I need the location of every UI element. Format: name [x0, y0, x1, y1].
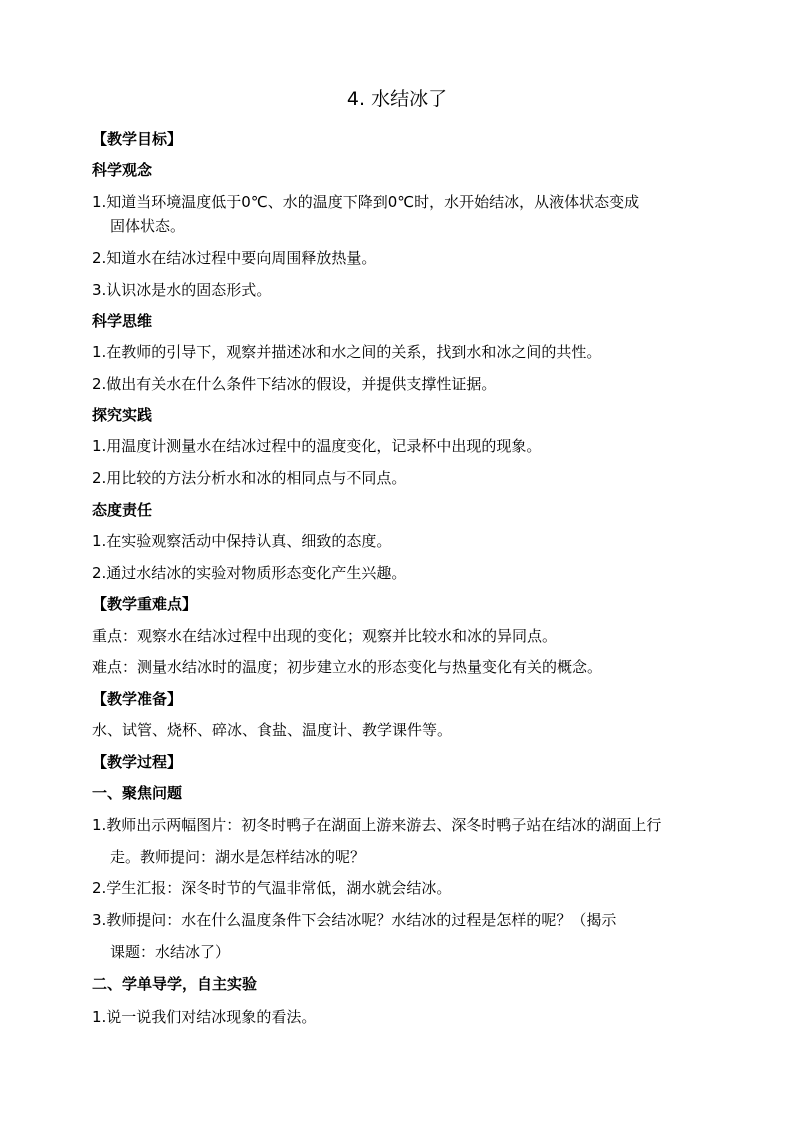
attitude-item-2: 2.通过水结冰的实验对物质形态变化产生兴趣。	[92, 564, 407, 582]
science-concept-heading: 科学观念	[92, 161, 153, 179]
goals-heading: 【教学目标】	[92, 130, 183, 148]
process-heading: 【教学过程】	[92, 753, 183, 771]
attitude-item-1: 1.在实验观察活动中保持认真、细致的态度。	[92, 532, 392, 550]
section-2-heading: 二、学单导学，自主实验	[92, 975, 258, 993]
prep-text: 水、试管、烧杯、碎冰、食盐、温度计、教学课件等。	[92, 721, 453, 739]
section-2-item-1: 1.说一说我们对结冰现象的看法。	[92, 1008, 317, 1026]
science-concept-item-2: 2.知道水在结冰过程中要向周围释放热量。	[92, 249, 377, 267]
inquiry-item-1: 1.用温度计测量水在结冰过程中的温度变化，记录杯中出现的现象。	[92, 437, 542, 455]
science-thinking-item-2: 2.做出有关水在什么条件下结冰的假设，并提供支撑性证据。	[92, 375, 497, 393]
section-1-item-1: 1.教师出示两幅图片：初冬时鸭子在湖面上游来游去、深冬时鸭子站在结冰的湖面上行	[92, 816, 662, 834]
science-concept-item-1: 1.知道当环境温度低于0℃、水的温度下降到0℃时，水开始结冰，从液体状态变成	[92, 193, 640, 211]
section-1-item-3: 3.教师提问：水在什么温度条件下会结冰呢？水结冰的过程是怎样的呢？（揭示	[92, 911, 617, 929]
key-point-text: 重点：观察水在结冰过程中出现的变化；观察并比较水和冰的异同点。	[92, 627, 558, 645]
key-points-heading: 【教学重难点】	[92, 595, 198, 613]
attitude-heading: 态度责任	[92, 501, 153, 519]
section-1-item-3-continued: 课题：水结冰了）	[110, 943, 231, 961]
section-1-item-2: 2.学生汇报：深冬时节的气温非常低，湖水就会结冰。	[92, 879, 452, 897]
science-concept-item-1-continued: 固体状态。	[110, 217, 186, 235]
section-1-heading: 一、聚焦问题	[92, 784, 183, 802]
inquiry-heading: 探究实践	[92, 406, 153, 424]
science-concept-item-3: 3.认识冰是水的固态形式。	[92, 281, 272, 299]
section-1-item-1-continued: 走。教师提问：湖水是怎样结冰的呢？	[110, 848, 366, 866]
prep-heading: 【教学准备】	[92, 690, 183, 708]
science-thinking-item-1: 1.在教师的引导下，观察并描述冰和水之间的关系，找到水和冰之间的共性。	[92, 343, 602, 361]
difficult-point-text: 难点：测量水结冰时的温度；初步建立水的形态变化与热量变化有关的概念。	[92, 658, 603, 676]
inquiry-item-2: 2.用比较的方法分析水和冰的相同点与不同点。	[92, 469, 407, 487]
page-title: 4. 水结冰了	[346, 88, 448, 110]
science-thinking-heading: 科学思维	[92, 312, 153, 330]
